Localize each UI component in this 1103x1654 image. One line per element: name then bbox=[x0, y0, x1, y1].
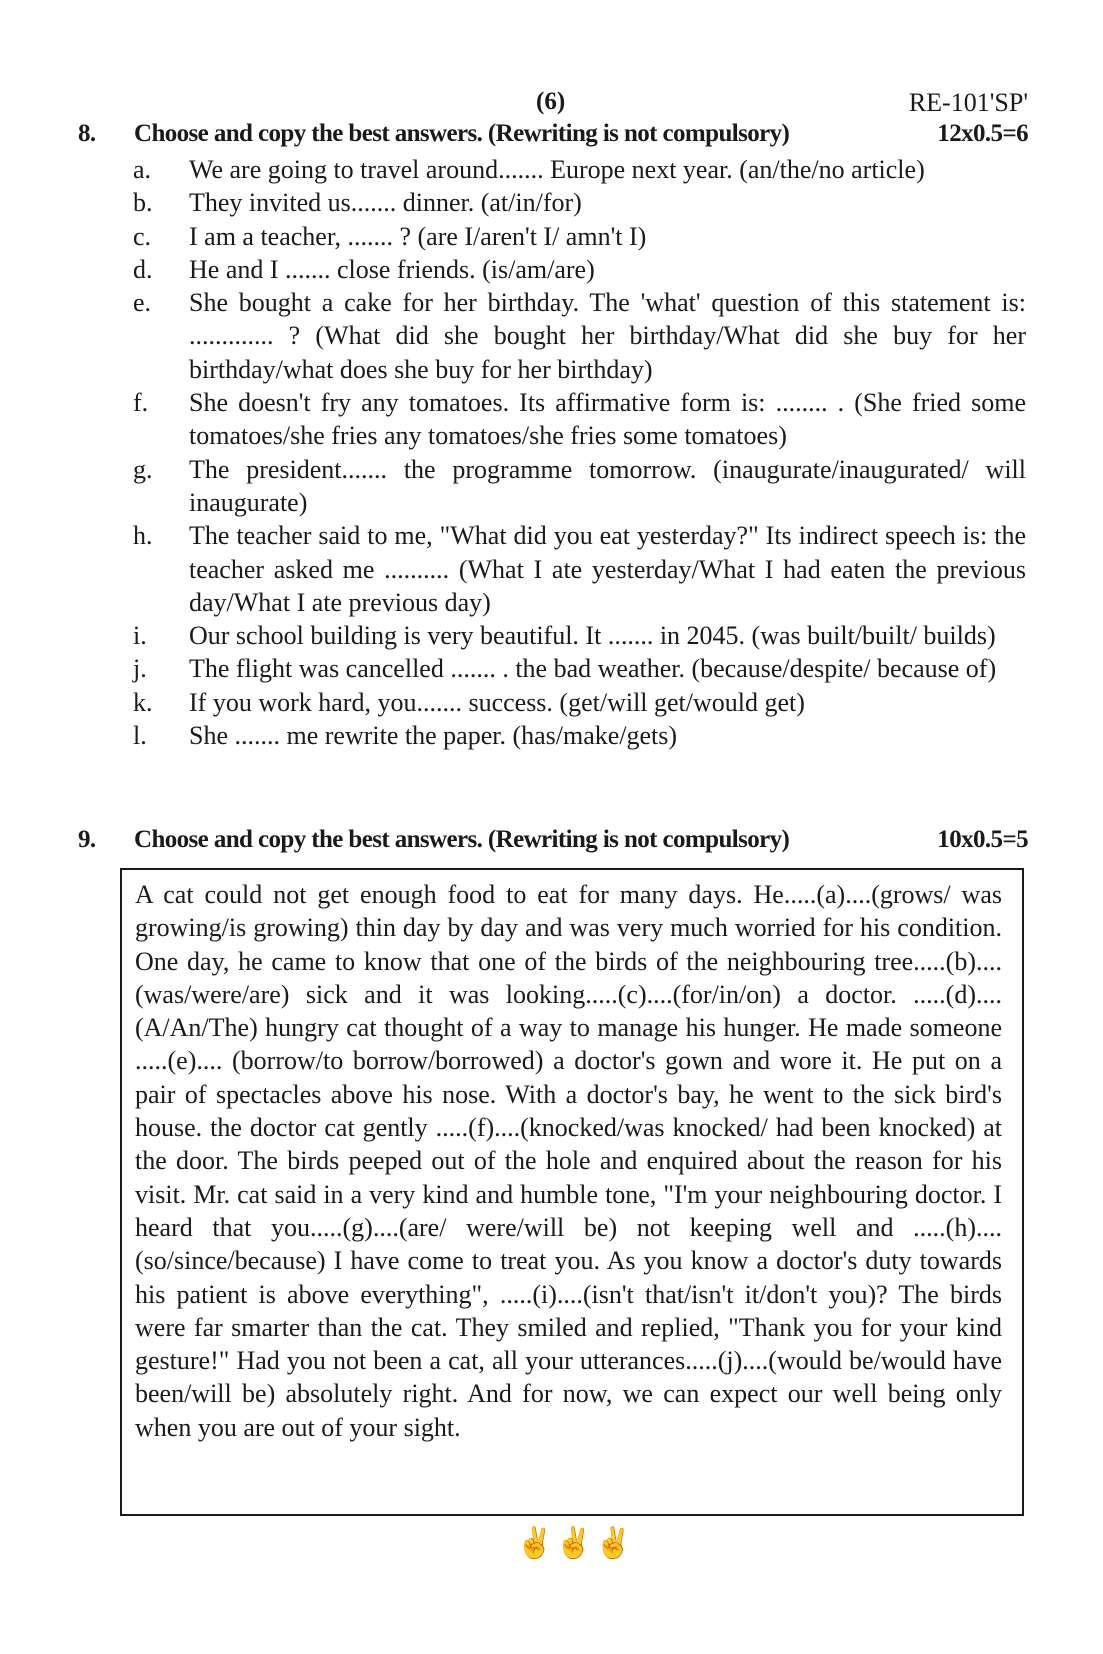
paper-code: RE-101'SP' bbox=[908, 88, 1028, 117]
question-9-heading bbox=[78, 826, 1028, 854]
item-label: a. bbox=[133, 155, 152, 184]
item-text: She ....... me rewrite the paper. (has/make/gets) bbox=[189, 721, 678, 751]
passage-text: A cat could not get enough food to eat for many days. He.....(a)....(grows/ was growing/is growing) thin day by day and was very much worried for his condition. One day, he came to know that one of the birds of the neighbouring tree.....(b)....(was/were/are) sick and it was looking.....(c)....(for/in/on) a doctor. .....(d)....(A/An/The) hungry cat thought of a way to manage his hunger. He made someone .....(e).... (borrow/to borrow/borrowed) a doctor's gown and wore it. He put on a pair of spectacles above his nose. With a doctor's bay, he went to the sick bird's house. the doctor cat gently .....(f)....(knocked/was knocked/ had been knocked) at the door. The birds peeped out of the hole and enquired about the reason for his visit. Mr. cat said in a very kind and humble tone, "I'm your neighbouring doctor. I heard that you.....(g)....(are/ were/will be) not keeping well and .....(h)....(so/since/because) I have come to treat you. As you know a doctor's duty towards his patient is above everything", .....(i)....(isn't that/isn't it/don't you)? The birds were far smarter than the cat. They smiled and replied, "Thank you for your kind gesture!" Had you not been a cat, all your utterances.....(j)....(would be/would have been/will be) absolutely right. And for now, we can expect our well being only when you are out of your sight. bbox=[135, 880, 1002, 1442]
item-text: We are going to travel around....... Europe next year. (an/the/no article) bbox=[189, 155, 925, 184]
passage-box bbox=[120, 868, 1024, 1516]
question-marks: 10x0.5=5 bbox=[937, 826, 1028, 853]
page-number: (6) bbox=[536, 88, 566, 115]
list-item bbox=[133, 619, 1026, 652]
question-number: 8. bbox=[78, 120, 96, 147]
list-item bbox=[133, 220, 1026, 253]
item-text: The president....... the programme tomorrow. (inaugurate/inaugurated/ will inaugurate) bbox=[189, 454, 1026, 517]
list-item bbox=[133, 686, 1026, 719]
list-item bbox=[133, 386, 1026, 453]
item-text: They invited us....... dinner. (at/in/for) bbox=[189, 188, 582, 218]
item-label: g. bbox=[133, 454, 153, 484]
item-label: f. bbox=[133, 388, 149, 418]
item-text: The flight was cancelled ....... . the bad weather. (because/despite/ because of) bbox=[189, 654, 997, 684]
question-8-items bbox=[133, 153, 1026, 752]
question-marks: 12x0.5=6 bbox=[937, 120, 1028, 147]
list-item bbox=[133, 719, 1026, 752]
item-label: i. bbox=[133, 621, 147, 651]
item-label: e. bbox=[133, 288, 152, 318]
list-item bbox=[133, 519, 1026, 619]
question-8-heading bbox=[78, 120, 1028, 148]
list-item bbox=[133, 286, 1026, 386]
question-instruction: Choose and copy the best answers. (Rewriting is not compulsory) bbox=[134, 120, 790, 147]
list-item bbox=[133, 652, 1026, 685]
list-item bbox=[133, 186, 1026, 219]
item-label: l. bbox=[133, 721, 147, 751]
item-label: h. bbox=[133, 521, 153, 551]
item-text: Our school building is very beautiful. It ....... in 2045. (was built/built/ builds) bbox=[189, 621, 996, 651]
question-number: 9. bbox=[78, 826, 96, 853]
item-text: The teacher said to me, "What did you eat yesterday?" Its indirect speech is: the teacher asked me .......... (What I ate yesterday/What I had eaten the previous day/What I ate previous day) bbox=[189, 521, 1026, 617]
item-label: j. bbox=[133, 654, 147, 684]
page-header bbox=[0, 88, 1103, 124]
item-text: I am a teacher, ....... ? (are I/aren't I/ amn't I) bbox=[189, 221, 647, 251]
item-label: k. bbox=[133, 687, 153, 717]
question-instruction: Choose and copy the best answers. (Rewriting is not compulsory) bbox=[134, 826, 790, 853]
item-text: She doesn't fry any tomatoes. Its affirmative form is: ........ . (She fried some tomatoes/she fries any tomatoes/she fries some tomatoes) bbox=[189, 388, 1026, 451]
item-label: c. bbox=[133, 221, 152, 251]
end-ornament: ✌✌✌ bbox=[516, 1527, 635, 1560]
list-item bbox=[133, 453, 1026, 520]
item-text: He and I ....... close friends. (is/am/are) bbox=[189, 254, 595, 284]
item-text: She bought a cake for her birthday. The 'what' question of this statement is: ............. ? (What did she bought her birthday/What did she buy for her birthday/what does she buy for her birthday) bbox=[189, 288, 1026, 384]
item-text: If you work hard, you....... success. (get/will get/would get) bbox=[189, 687, 805, 717]
list-item bbox=[133, 153, 1026, 186]
list-item bbox=[133, 253, 1026, 286]
item-label: b. bbox=[133, 188, 153, 218]
item-label: d. bbox=[133, 254, 153, 284]
